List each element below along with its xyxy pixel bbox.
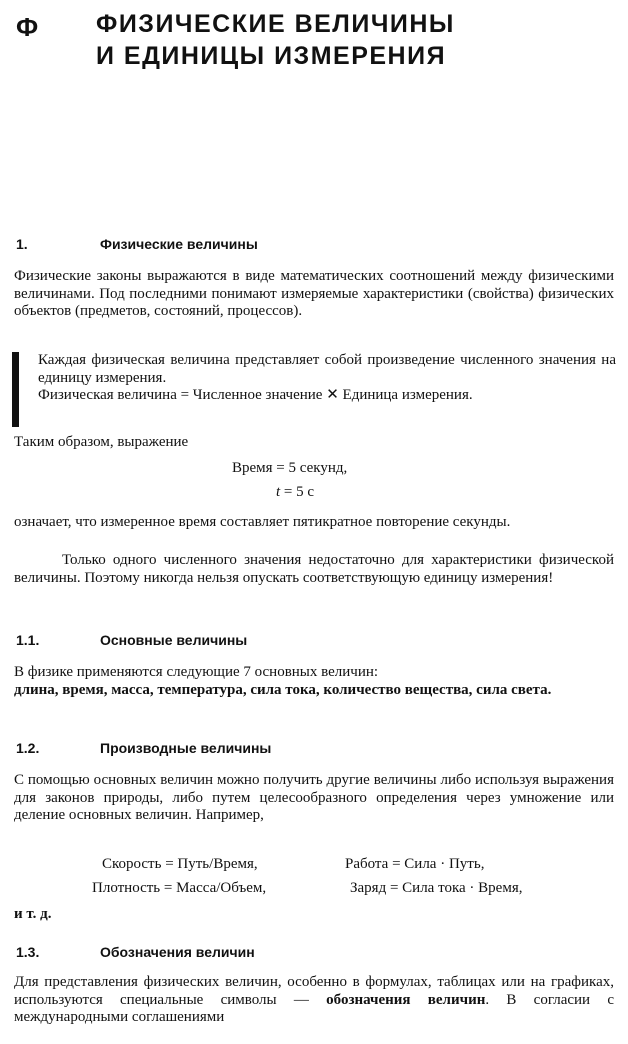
charge-formula: Заряд = Сила тока · Время, [350, 880, 523, 896]
section-1-3-number: 1.3. [16, 944, 40, 960]
section-1-intro: Физические законы выражаются в виде математических соотношений между физическими величинами. Под последними понимают измеряемые характеристики (свойства) физических объектов (предметов, состояний, процессов). [14, 268, 614, 319]
etc-text: и т. д. [14, 906, 52, 922]
section-1-2-text: С помощью основных величин можно получить другие величины либо используя выражения для законов природы, либо путем целесообразного определения через умножение или деление основных величин. Например, [14, 772, 614, 823]
definition-text: Каждая физическая величина представляет собой произведение численного значения на единицу измерения. [38, 352, 616, 386]
t-variable: t [276, 484, 281, 500]
work-formula: Работа = Сила · Путь, [345, 856, 485, 872]
thus-text: Таким образом, выражение [14, 434, 189, 450]
time-formula: Время = 5 секунд, [232, 460, 348, 476]
section-1-title: Физические величины [100, 236, 258, 252]
definition-box [38, 352, 616, 405]
symbols-text-a: Для представления физических величин, особенно в формулах, таблицах или на графиках, используются специальные символы — [14, 974, 614, 1008]
chapter-title-line2: И ЕДИНИЦЫ ИЗМЕРЕНИЯ [96, 42, 447, 70]
base-quantities-intro: В физике применяются следующие 7 основных величин: [14, 664, 379, 680]
symbols-text-b: . В согласии с международными соглашениями [14, 991, 614, 1025]
base-quantities-list: длина, время, масса, температура, сила тока, количество вещества, сила света. [14, 681, 552, 698]
section-1-1-title: Основные величины [100, 632, 248, 648]
symbols-term: обозначения величин [326, 991, 486, 1008]
section-1-3-title: Обозначения величин [100, 944, 255, 960]
section-1-2-title: Производные величины [100, 740, 272, 756]
velocity-formula: Скорость = Путь/Время, [102, 856, 258, 872]
section-1-1-body [14, 664, 614, 699]
density-formula: Плотность = Масса/Объем, [92, 880, 267, 896]
section-1-number: 1. [16, 236, 28, 252]
section-1-1-number: 1.1. [16, 632, 40, 648]
section-1-2-number: 1.2. [16, 740, 40, 756]
t-formula [276, 484, 314, 501]
chapter-title [96, 8, 455, 72]
only-text: Только одного численного значения недостаточно для характеристики физической величины. Поэтому никогда нельзя опускать соответствующую единицу измерения! [14, 552, 614, 586]
means-text: означает, что измеренное время составляет пятикратное повторение секунды. [14, 514, 511, 530]
definition-formula: Физическая величина = Численное значение ✕ Единица измерения. [38, 387, 473, 403]
chapter-title-line1: ФИЗИЧЕСКИЕ ВЕЛИЧИНЫ [96, 10, 455, 38]
chapter-letter: Ф [16, 12, 39, 42]
section-1-3-text [14, 974, 614, 1027]
t-formula-rest: = 5 с [280, 484, 315, 500]
highlight-bar [12, 352, 19, 427]
